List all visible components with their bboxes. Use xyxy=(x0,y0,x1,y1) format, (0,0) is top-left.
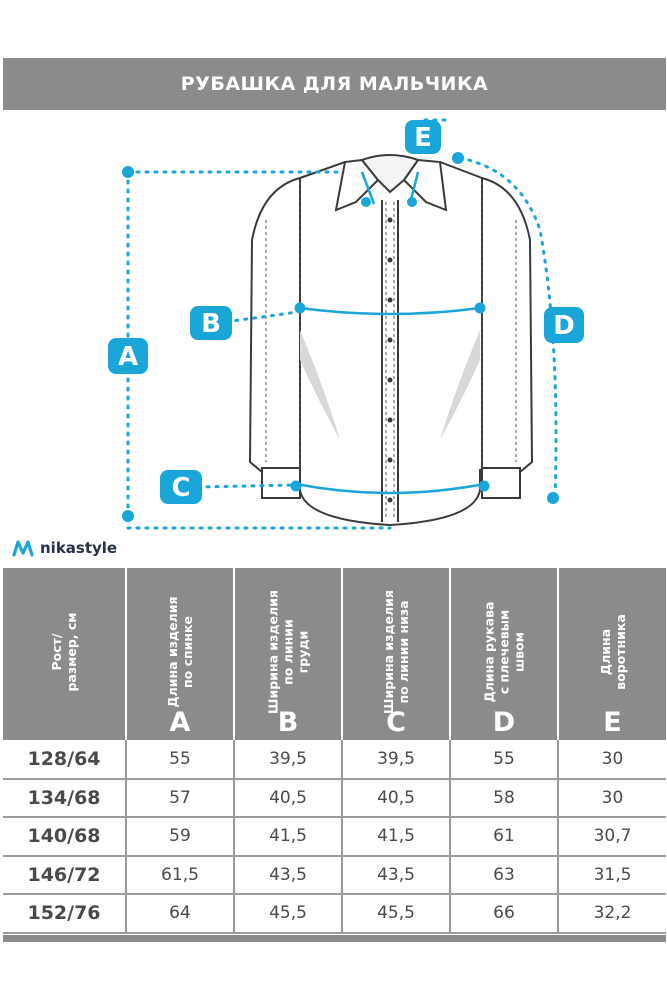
cell-b: 39,5 xyxy=(234,740,342,779)
label-a: A xyxy=(117,342,139,372)
cell-size: 146/72 xyxy=(3,856,126,895)
table-header-row xyxy=(3,568,666,740)
header-c xyxy=(342,568,450,740)
cell-e: 30,7 xyxy=(558,817,666,856)
label-d: D xyxy=(553,311,575,341)
cell-d: 58 xyxy=(450,779,558,818)
cell-b: 40,5 xyxy=(234,779,342,818)
label-badge-b xyxy=(190,306,232,340)
cell-b: 43,5 xyxy=(234,856,342,895)
brand-name: nikastyle xyxy=(40,539,118,557)
cell-d: 61 xyxy=(450,817,558,856)
label-b: B xyxy=(201,309,221,339)
label-e: E xyxy=(414,123,432,153)
cell-e: 30 xyxy=(558,779,666,818)
label-badge-c xyxy=(160,470,202,504)
header-a xyxy=(126,568,234,740)
header-d-label: Длина рукава с плечевым швом xyxy=(481,601,527,703)
table-row xyxy=(3,779,666,818)
cell-d: 66 xyxy=(450,894,558,933)
cell-c: 40,5 xyxy=(342,779,450,818)
cell-a: 61,5 xyxy=(126,856,234,895)
nikastyle-logo-icon xyxy=(12,539,34,557)
header-a-letter: A xyxy=(169,707,191,738)
cell-e: 30 xyxy=(558,740,666,779)
header-b-letter: B xyxy=(277,707,299,738)
cell-size: 140/68 xyxy=(3,817,126,856)
cell-a: 64 xyxy=(126,894,234,933)
page-title-bar xyxy=(3,58,666,110)
table-row xyxy=(3,817,666,856)
size-table xyxy=(3,568,666,934)
cell-e: 31,5 xyxy=(558,856,666,895)
label-c: C xyxy=(171,473,191,503)
cell-c: 45,5 xyxy=(342,894,450,933)
label-badge-d xyxy=(544,307,584,343)
header-e-letter: E xyxy=(603,707,622,738)
shirt-measurement-diagram xyxy=(0,110,667,565)
cell-size: 128/64 xyxy=(3,740,126,779)
table-row xyxy=(3,856,666,895)
header-d xyxy=(450,568,558,740)
header-e xyxy=(558,568,666,740)
page-title: РУБАШКА ДЛЯ МАЛЬЧИКА xyxy=(180,73,489,95)
header-size xyxy=(3,568,126,740)
cell-a: 59 xyxy=(126,817,234,856)
label-badge-e xyxy=(405,120,441,154)
header-c-letter: C xyxy=(386,707,406,738)
cell-c: 39,5 xyxy=(342,740,450,779)
cell-d: 63 xyxy=(450,856,558,895)
cell-b: 41,5 xyxy=(234,817,342,856)
label-badge-a xyxy=(108,338,148,374)
cell-e: 32,2 xyxy=(558,894,666,933)
header-size-label: Рост/ размер, см xyxy=(49,612,79,692)
cell-a: 57 xyxy=(126,779,234,818)
cell-c: 43,5 xyxy=(342,856,450,895)
bottom-divider xyxy=(3,935,666,942)
table-row xyxy=(3,740,666,779)
header-e-label: Длина воротника xyxy=(597,614,628,690)
cell-size: 152/76 xyxy=(3,894,126,933)
cell-d: 55 xyxy=(450,740,558,779)
header-a-label: Длина изделия по спинке xyxy=(165,596,195,708)
brand xyxy=(12,536,117,560)
cell-b: 45,5 xyxy=(234,894,342,933)
cell-c: 41,5 xyxy=(342,817,450,856)
header-d-letter: D xyxy=(492,707,516,738)
header-b xyxy=(234,568,342,740)
cell-a: 55 xyxy=(126,740,234,779)
header-b-label: Ширина изделия по линии груди xyxy=(265,590,311,714)
table-row xyxy=(3,894,666,933)
cell-size: 134/68 xyxy=(3,779,126,818)
header-c-label: Ширина изделия по линии низа xyxy=(381,590,411,714)
